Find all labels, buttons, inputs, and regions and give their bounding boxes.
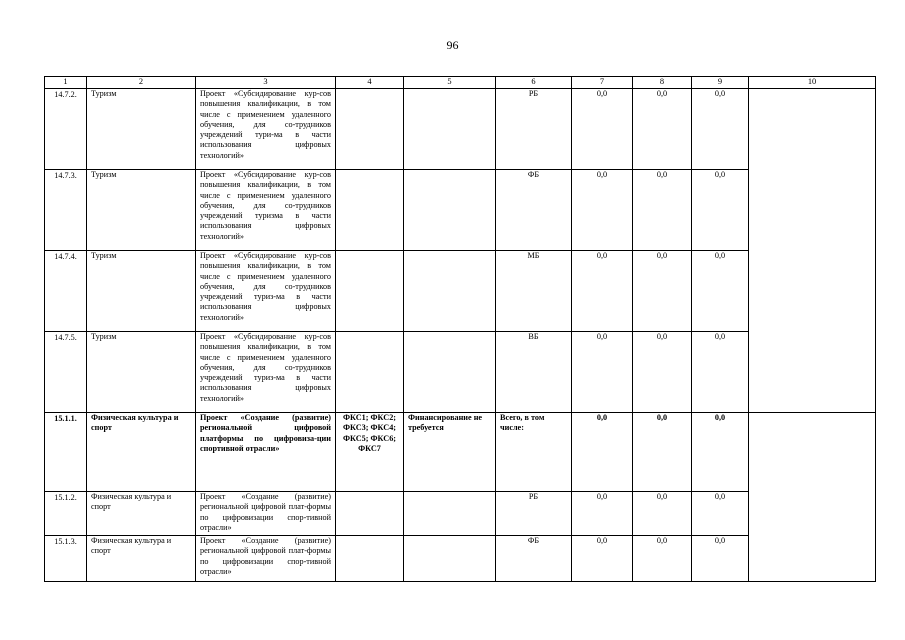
- funding-source: ФБ: [496, 170, 572, 251]
- indicators-cell: [336, 332, 404, 413]
- financing-cell: [404, 170, 496, 251]
- column-header: 5: [404, 77, 496, 89]
- value-col9: 0,0: [692, 332, 749, 413]
- column-header: 3: [196, 77, 336, 89]
- column10-cell: [749, 413, 876, 582]
- financing-cell: [404, 536, 496, 582]
- project-description: Проект «Создание (развитие) региональной цифровой плат-формы по цифровизации спор-тивной отрасли»: [196, 536, 336, 582]
- row-number: 15.1.1.: [45, 413, 87, 492]
- direction-name: Туризм: [87, 170, 196, 251]
- indicators-cell: [336, 89, 404, 170]
- value-col7: 0,0: [572, 492, 633, 536]
- financing-cell: [404, 89, 496, 170]
- table-row: [45, 413, 876, 492]
- page-number: 96: [446, 38, 459, 52]
- direction-name: Физическая культура и спорт: [87, 536, 196, 582]
- direction-name: Туризм: [87, 251, 196, 332]
- direction-name: Туризм: [87, 332, 196, 413]
- value-col8: 0,0: [633, 332, 692, 413]
- column-number-row: [45, 77, 876, 89]
- value-col7: 0,0: [572, 251, 633, 332]
- indicators-cell: [336, 492, 404, 536]
- value-col8: 0,0: [633, 170, 692, 251]
- value-col7: 0,0: [572, 413, 633, 492]
- direction-name: Физическая культура и спорт: [87, 413, 196, 492]
- column10-cell: [749, 89, 876, 413]
- funding-source: ФБ: [496, 536, 572, 582]
- column-header: 8: [633, 77, 692, 89]
- column-header: 2: [87, 77, 196, 89]
- value-col9: 0,0: [692, 536, 749, 582]
- row-number: 14.7.5.: [45, 332, 87, 413]
- direction-name: Физическая культура и спорт: [87, 492, 196, 536]
- project-description: Проект «Создание (развитие) региональной цифровой плат-формы по цифровизации спор-тивной отрасли»: [196, 492, 336, 536]
- row-number: 14.7.4.: [45, 251, 87, 332]
- row-number: 14.7.2.: [45, 89, 87, 170]
- indicators-cell: [336, 536, 404, 582]
- financing-cell: [404, 332, 496, 413]
- financing-cell: [404, 251, 496, 332]
- financing-cell: Финансирование не требуется: [404, 413, 496, 492]
- indicators-cell: [336, 251, 404, 332]
- value-col7: 0,0: [572, 89, 633, 170]
- financing-cell: [404, 492, 496, 536]
- table-row: [45, 89, 876, 170]
- row-number: 15.1.2.: [45, 492, 87, 536]
- funding-source: РБ: [496, 492, 572, 536]
- project-description: Проект «Субсидирование кур-сов повышения квалификации, в том числе с применением удаленного обучения, для со-трудников учреждений туриз-ма в части использования цифровых технологий»: [196, 251, 336, 332]
- row-number: 15.1.3.: [45, 536, 87, 582]
- value-col7: 0,0: [572, 536, 633, 582]
- value-col7: 0,0: [572, 170, 633, 251]
- value-col8: 0,0: [633, 536, 692, 582]
- value-col9: 0,0: [692, 492, 749, 536]
- funding-source: РБ: [496, 89, 572, 170]
- funding-source: МБ: [496, 251, 572, 332]
- value-col8: 0,0: [633, 251, 692, 332]
- column-header: 10: [749, 77, 876, 89]
- value-col9: 0,0: [692, 89, 749, 170]
- value-col8: 0,0: [633, 492, 692, 536]
- project-description: Проект «Субсидирование кур-сов повышения квалификации, в том числе с применением удаленного обучения, для со-трудников учреждений туризма в части использования цифровых технологий»: [196, 170, 336, 251]
- value-col9: 0,0: [692, 251, 749, 332]
- column-header: 6: [496, 77, 572, 89]
- project-description: Проект «Субсидирование кур-сов повышения квалификации, в том числе с применением удаленного обучения, для со-трудников учреждений тури-ма в части использования цифровых технологий»: [196, 89, 336, 170]
- funding-source: ВБ: [496, 332, 572, 413]
- column-header: 4: [336, 77, 404, 89]
- value-col9: 0,0: [692, 170, 749, 251]
- value-col8: 0,0: [633, 89, 692, 170]
- column-header: 7: [572, 77, 633, 89]
- value-col8: 0,0: [633, 413, 692, 492]
- value-col9: 0,0: [692, 413, 749, 492]
- column-header: 1: [45, 77, 87, 89]
- project-description: Проект «Создание (развитие) региональной цифровой платформы по цифровиза-ции спортивной отрасли»: [196, 413, 336, 492]
- row-number: 14.7.3.: [45, 170, 87, 251]
- value-col7: 0,0: [572, 332, 633, 413]
- program-table: [44, 76, 876, 582]
- column-header: 9: [692, 77, 749, 89]
- funding-source: Всего, в том числе:: [496, 413, 572, 492]
- indicators-cell: [336, 170, 404, 251]
- direction-name: Туризм: [87, 89, 196, 170]
- project-description: Проект «Субсидирование кур-сов повышения квалификации, в том числе с применением удаленного обучения, для со-трудников учреждений туриз-ма в части использования цифровых технологий»: [196, 332, 336, 413]
- indicators-cell: ФКС1; ФКС2; ФКС3; ФКС4; ФКС5; ФКС6; ФКС7: [336, 413, 404, 492]
